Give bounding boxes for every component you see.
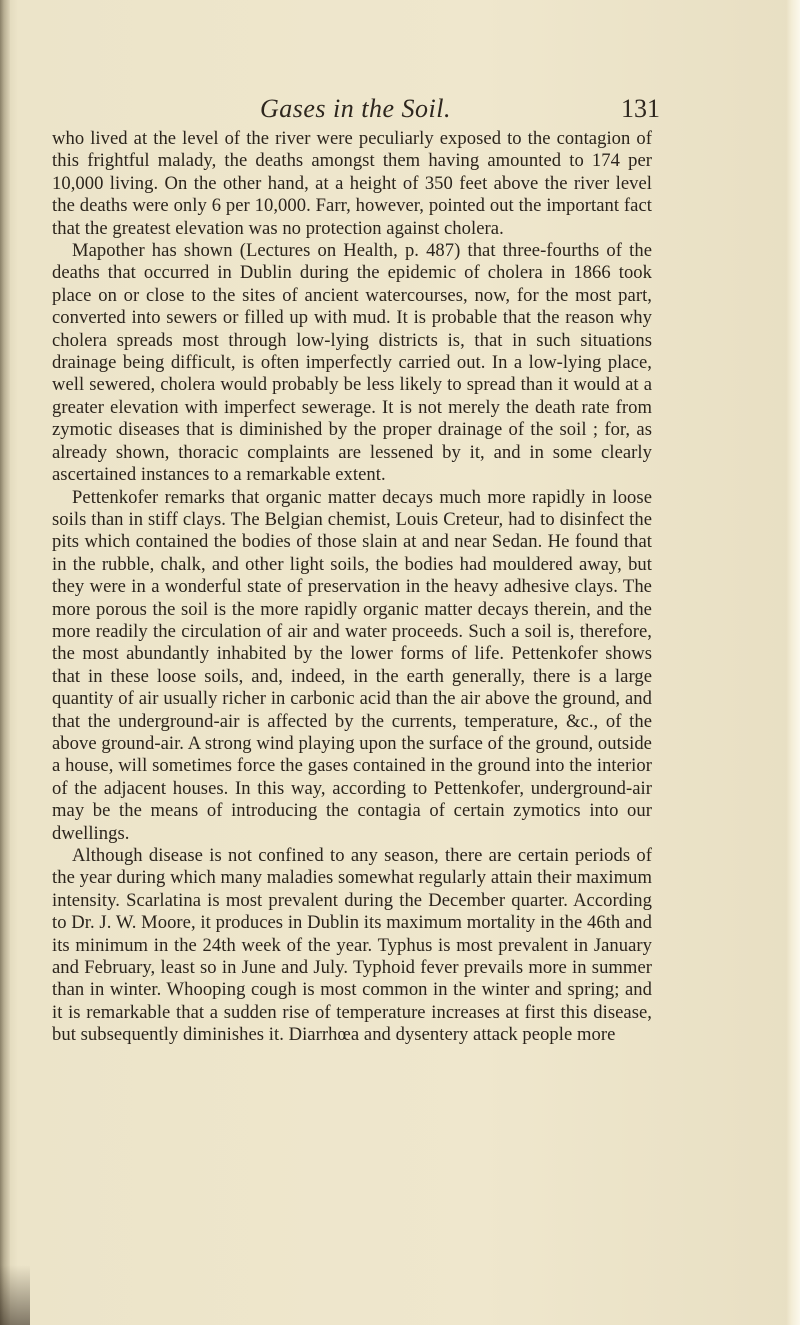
page-edge <box>786 0 800 1325</box>
paragraph-4: Although disease is not confined to any season, there are certain periods of the year during which many maladies somewhat regularly attain their maximum intensity. Scarlatina is most prevalent during the December quarter. According to Dr. J. W. Moore, it produces in Dublin its maximum mortality in the 46th and its minimum in the 24th week of the year. Typhus is most prevalent in January and February, least so in June and July. Typhoid fever prevails more in summer than in winter. Whooping cough is most common in the winter and spring; and it is remarkable that a sudden rise of temperature increases at first this disease, but subsequently diminishes it. Diarrhœa and dysentery attack people more <box>52 845 652 1046</box>
body-text <box>52 128 652 1047</box>
paragraph-1: who lived at the level of the river were peculiarly exposed to the contagion of this frightful malady, the deaths amongst them having amounted to 174 per 10,000 living. On the other hand, at a height of 350 feet above the river level the deaths were only 6 per 10,000. Farr, however, pointed out the important fact that the greatest elevation was no protection against cholera. <box>52 128 652 239</box>
page-number: 131 <box>621 94 660 123</box>
paragraph-3: Pettenkofer remarks that organic matter decays much more rapidly in loose soils than in stiff clays. The Belgian chemist, Louis Creteur, had to disinfect the pits which contained the bodies of those slain at and near Sedan. He found that in the rubble, chalk, and other light soils, the bodies had mouldered away, but they were in a wonderful state of preservation in the heavy adhesive clays. The more porous the soil is the more rapidly organic matter decays therein, and the more readily the circulation of air and water proceeds. Such a soil is, therefore, the most abundantly inhabited by the lower forms of life. Pettenkofer shows that in these loose soils, and, indeed, in the earth generally, there is a large quantity of air usually richer in carbonic acid than the air above the ground, and that the underground-air is affected by the currents, temperature, &c., of the above ground-air. A strong wind playing upon the surface of the ground, outside a house, will sometimes force the gases contained in the ground into the interior of the adjacent houses. In this way, according to Pettenkofer, underground-air may be the means of introducing the contagia of certain zymotics into our dwellings. <box>52 486 652 844</box>
page-corner-shadow <box>0 1265 30 1325</box>
running-title: Gases in the Soil. <box>260 94 451 123</box>
page-header <box>90 90 660 130</box>
paragraph-2: Mapother has shown (Lectures on Health, p. 487) that three-fourths of the deaths that occurred in Dublin during the epidemic of cholera in 1866 took place on or close to the sites of ancient watercourses, now, for the most part, converted into sewers or filled up with mud. It is probable that the reason why cholera spreads most through low-lying districts is, that in such situations drainage being difficult, is often imperfectly carried out. In a low-lying place, well sewered, cholera would probably be less likely to spread than it would at a greater elevation with imperfect sewerage. It is not merely the death rate from zymotic diseases that is diminished by the proper drainage of the soil ; for, as already shown, thoracic complaints are lessened by it, and in some clearly ascertained instances to a remarkable extent. <box>52 240 652 486</box>
page-gutter-shadow <box>0 0 10 1325</box>
